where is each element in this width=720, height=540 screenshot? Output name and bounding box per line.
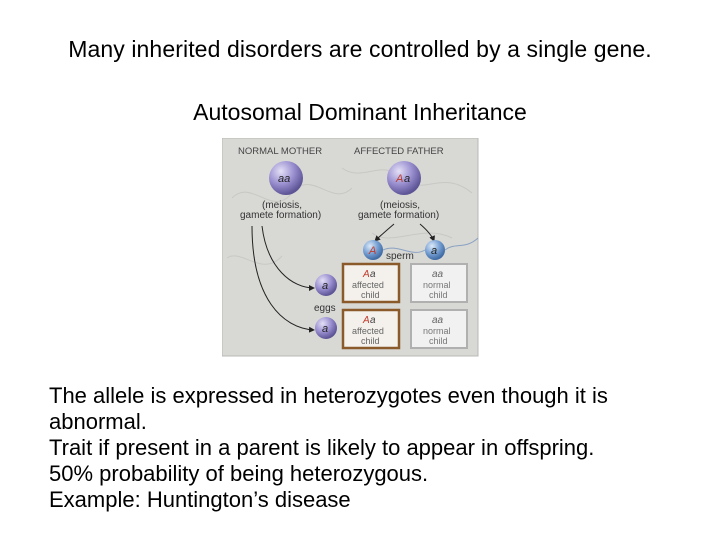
father-meiosis-label-1: (meiosis, xyxy=(380,200,421,211)
body-text xyxy=(49,383,689,513)
offspring-1-genotype-recessive: a xyxy=(370,269,376,280)
offspring-4-genotype: aa xyxy=(432,315,444,326)
offspring-4-line1: normal xyxy=(423,326,451,336)
slide-subtitle: Autosomal Dominant Inheritance xyxy=(193,99,527,125)
mother-genotype: aa xyxy=(278,173,291,185)
slide-title: Many inherited disorders are controlled by a single gene. xyxy=(68,36,652,62)
offspring-cell-1 xyxy=(343,264,399,302)
offspring-cell-4 xyxy=(411,310,467,348)
father-label: AFFECTED FATHER xyxy=(354,146,444,157)
egg-allele-1: a xyxy=(322,280,329,292)
offspring-3-genotype-recessive: a xyxy=(370,315,376,326)
father-genotype-dominant: A xyxy=(396,173,404,185)
eggs-label: eggs xyxy=(314,303,336,314)
inheritance-diagram xyxy=(222,138,482,360)
body-line-5: Example: Huntington’s disease xyxy=(49,487,351,512)
body-line-3: Trait if present in a parent is likely to appear in offspring. xyxy=(49,435,595,460)
offspring-2-line1: normal xyxy=(423,280,451,290)
offspring-2-genotype: aa xyxy=(432,269,444,280)
offspring-cell-3 xyxy=(343,310,399,348)
father-meiosis-label-2: gamete formation) xyxy=(358,210,440,221)
offspring-3-genotype-dominant: A xyxy=(363,315,370,326)
sperm-label: sperm xyxy=(386,251,414,262)
offspring-3-line2: child xyxy=(361,336,380,346)
offspring-1-genotype-dominant: A xyxy=(363,269,370,280)
offspring-1-line2: child xyxy=(361,290,380,300)
offspring-cell-2 xyxy=(411,264,467,302)
offspring-1-line1: affected xyxy=(352,280,384,290)
offspring-4-line2: child xyxy=(429,336,448,346)
sperm-allele-dominant: A xyxy=(369,245,377,257)
offspring-3-line1: affected xyxy=(352,326,384,336)
mother-meiosis-label-2: gamete formation) xyxy=(240,210,322,221)
egg-allele-2: a xyxy=(322,323,329,335)
body-line-4: 50% probability of being heterozygous. xyxy=(49,461,429,486)
offspring-2-line2: child xyxy=(429,290,448,300)
sperm-allele-recessive: a xyxy=(431,245,438,257)
body-line-2: abnormal. xyxy=(49,409,147,434)
mother-label: NORMAL MOTHER xyxy=(238,146,323,157)
body-line-1: The allele is expressed in heterozygotes even though it is xyxy=(49,383,608,408)
father-genotype-recessive: a xyxy=(404,173,411,185)
mother-meiosis-label-1: (meiosis, xyxy=(262,200,303,211)
